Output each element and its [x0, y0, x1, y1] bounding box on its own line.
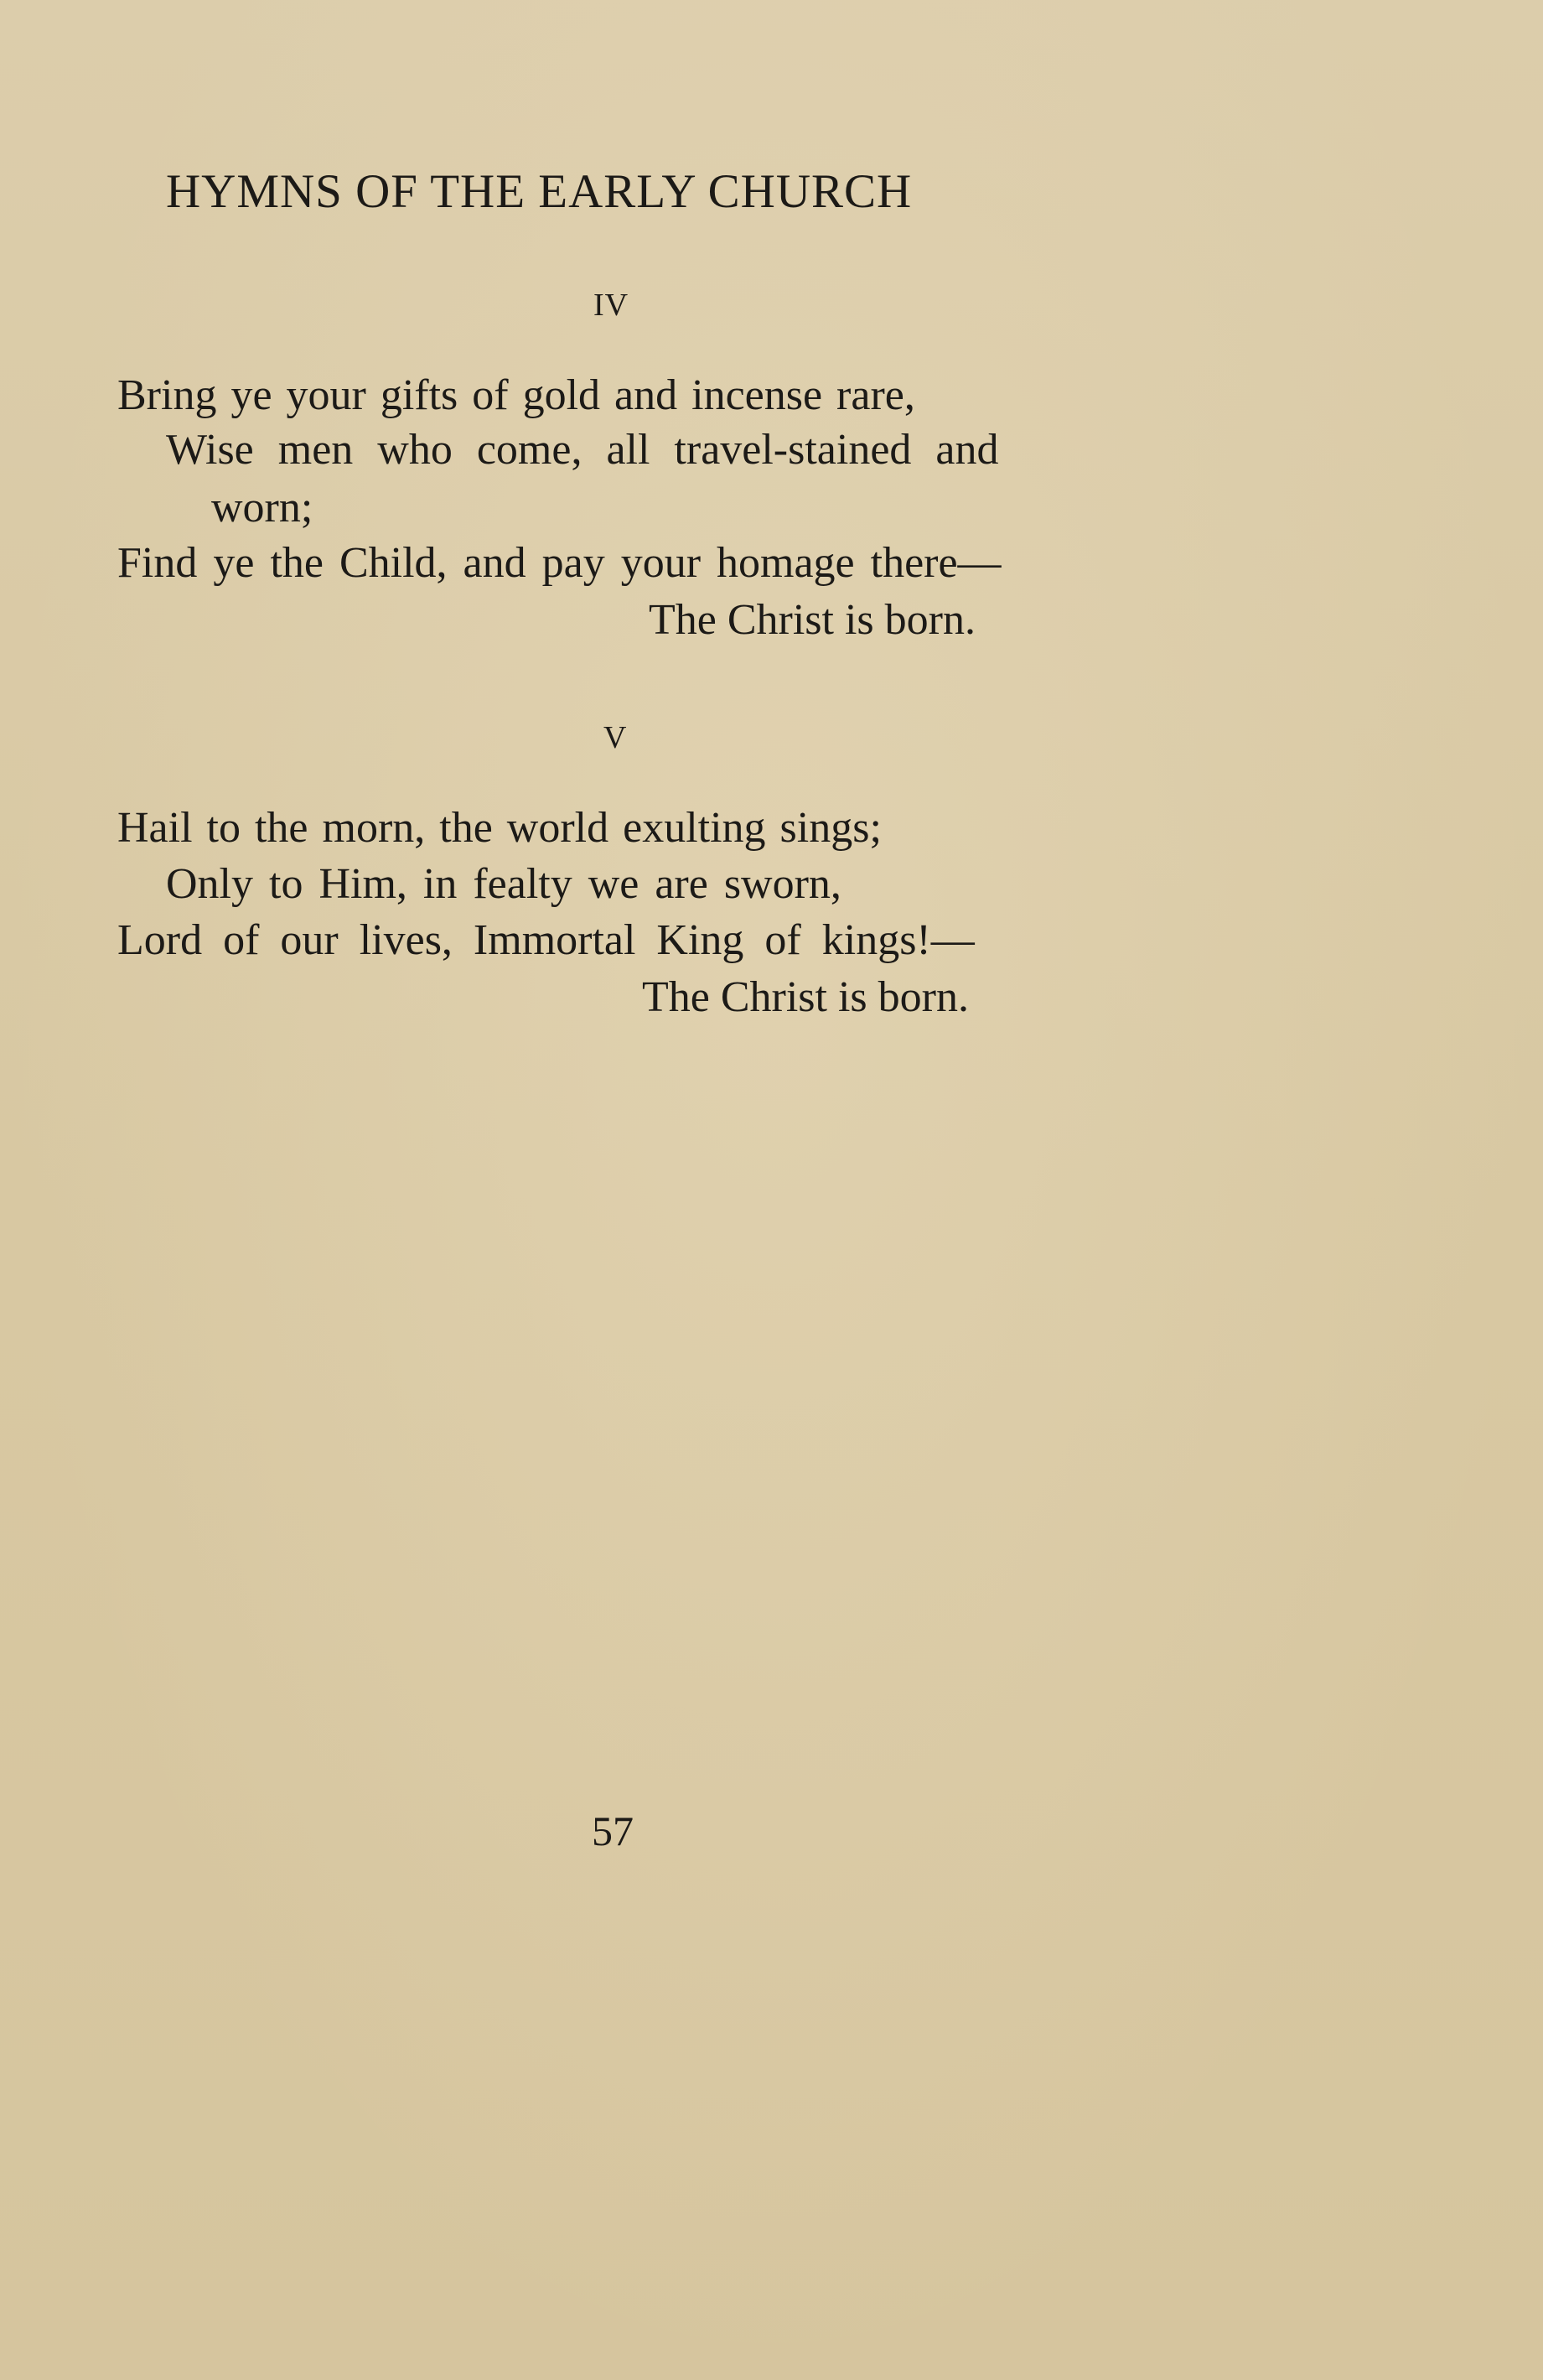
running-head: HYMNS OF THE EARLY CHURCH: [166, 165, 913, 218]
verse-line: Only to Him, in fealty we are sworn,: [166, 860, 841, 908]
stanza-numeral-iv: IV: [593, 288, 629, 323]
verse-line: worn;: [211, 484, 313, 531]
page-number: 57: [592, 1807, 634, 1854]
verse-line: Find ye the Child, and pay your homage there—: [117, 539, 1002, 587]
verse-line: Lord of our lives, Immortal King of kings!—: [117, 916, 975, 964]
verse-line: Hail to the morn, the world exulting sings;: [117, 804, 882, 852]
stanza-numeral-v: V: [603, 720, 628, 755]
verse-refrain: The Christ is born.: [649, 596, 976, 644]
verse-line: Wise men who come, all travel-stained and: [166, 426, 999, 474]
verse-line: Bring ye your gifts of gold and incense rare,: [117, 371, 915, 419]
verse-refrain: The Christ is born.: [642, 973, 969, 1021]
